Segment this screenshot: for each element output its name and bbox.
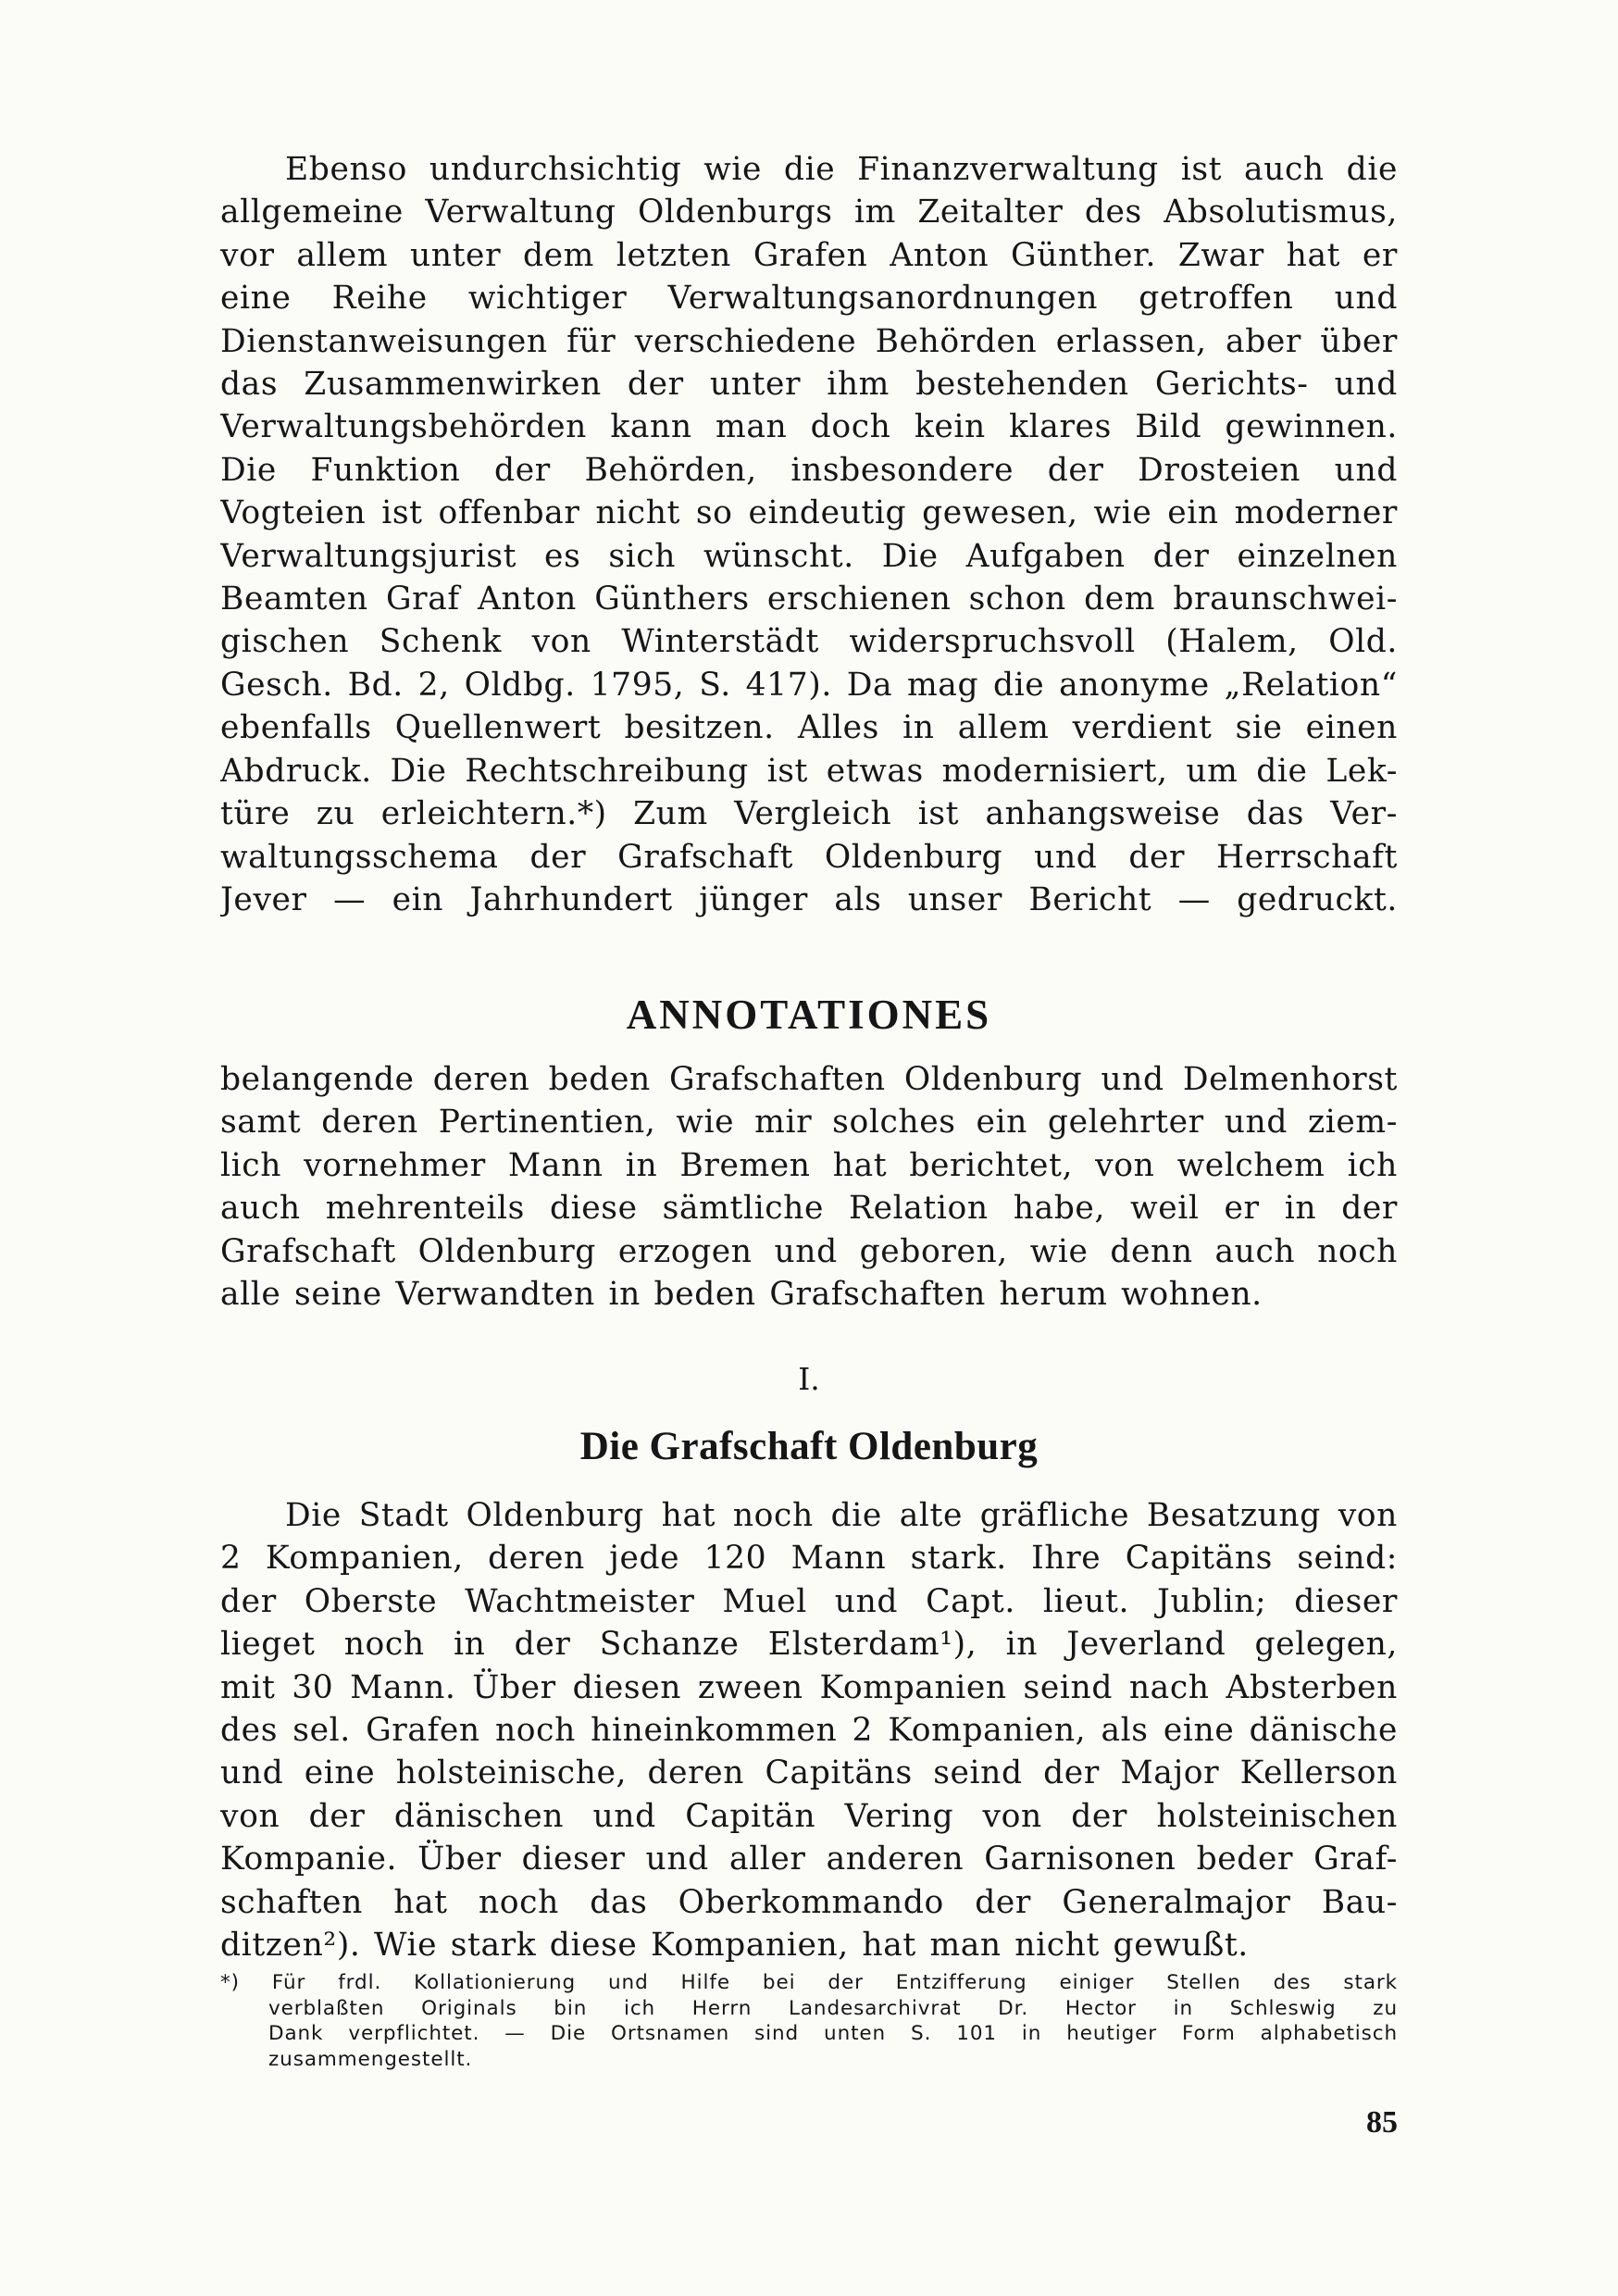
page-number: 85 xyxy=(1366,2105,1398,2140)
text-line: des sel. Grafen noch hineinkommen 2 Kompanien, als eine dänische xyxy=(220,1712,1398,1750)
text-line: von der dänischen und Capitän Vering von der holsteinischen xyxy=(220,1797,1398,1835)
text-line: der Oberste Wachtmeister Muel und Capt. lieut. Jublin; dieser xyxy=(220,1582,1398,1620)
annotationes-paragraph xyxy=(220,1058,1398,1316)
section-heading: Die Grafschaft Oldenburg xyxy=(579,1425,1039,1468)
text-line: lich vornehmer Mann in Bremen hat berichtet, von welchem ich xyxy=(220,1146,1398,1184)
text-line: Die Funktion der Behörden, insbesondere der Drosteien und xyxy=(220,451,1398,489)
text-line: lieget noch in der Schanze Elsterdam¹), in Jeverland gelegen, xyxy=(220,1626,1398,1664)
text-line: das Zusammenwirken der unter ihm bestehenden Gerichts- und xyxy=(220,366,1398,404)
intro-paragraph xyxy=(220,148,1398,921)
text-line: belangende deren beden Grafschaften Oldenburg und Delmenhorst xyxy=(220,1061,1398,1098)
text-line: Verwaltungsjurist es sich wünscht. Die Aufgaben der einzelnen xyxy=(220,537,1398,575)
text-line: schaften hat noch das Oberkommando der Generalmajor Bau- xyxy=(220,1883,1398,1921)
footnote-line: zusammengestellt. xyxy=(268,2047,473,2071)
text-line: Grafschaft Oldenburg erzogen und geboren, wie denn auch noch xyxy=(220,1232,1398,1270)
text-line: Gesch. Bd. 2, Oldbg. 1795, S. 417). Da mag die anonyme „Relation“ xyxy=(220,666,1398,704)
footnote-line: *) Für frdl. Kollationierung und Hilfe bei der Entzifferung einiger Stellen des stark xyxy=(220,1971,1398,1994)
text-line: auch mehrenteils diese sämtliche Relation habe, weil er in der xyxy=(220,1190,1398,1228)
section-number: I. xyxy=(798,1361,820,1397)
text-line: Beamten Graf Anton Günthers erschienen schon dem braunschwei- xyxy=(220,580,1398,618)
text-line: Ebenso undurchsichtig wie die Finanzverwaltung ist auch die xyxy=(285,151,1398,188)
text-line: samt deren Pertinentien, wie mir solches ein gelehrter und ziem- xyxy=(220,1104,1398,1142)
text-line: und eine holsteinische, deren Capitäns seind der Major Kellerson xyxy=(220,1754,1398,1792)
text-line: türe zu erleichtern.*) Zum Vergleich ist anhangsweise das Ver- xyxy=(220,795,1398,833)
text-line: Jever — ein Jahrhundert jünger als unser Bericht — gedruckt. xyxy=(220,880,1398,918)
text-line: Vogteien ist offenbar nicht so eindeutig gewesen, wie ein moderner xyxy=(220,494,1398,532)
text-line: alle seine Verwandten in beden Grafschaften herum wohnen. xyxy=(220,1276,1263,1314)
text-line: Dienstanweisungen für verschiedene Behörden erlassen, aber über xyxy=(220,322,1398,360)
annotationes-heading: ANNOTATIONES xyxy=(626,992,992,1038)
footnote xyxy=(220,1970,1398,2072)
footnote-line: Dank verpflichtet. — Die Ortsnamen sind unten S. 101 in heutiger Form alphabetisch xyxy=(268,2022,1398,2045)
text-line: mit 30 Mann. Über diesen zween Kompanien seind nach Absterben xyxy=(220,1668,1398,1706)
text-line: eine Reihe wichtiger Verwaltungsanordnungen getroffen und xyxy=(220,280,1398,318)
text-line: Verwaltungsbehörden kann man doch kein klares Bild gewinnen. xyxy=(220,408,1398,446)
text-line: waltungsschema der Grafschaft Oldenburg und der Herrschaft xyxy=(220,838,1398,876)
text-line: Kompanie. Über dieser und aller anderen Garnisonen beder Graf- xyxy=(220,1841,1398,1878)
text-line: Die Stadt Oldenburg hat noch die alte gräfliche Besatzung von xyxy=(285,1497,1398,1534)
grafschaft-paragraph xyxy=(220,1494,1398,1966)
text-line: allgemeine Verwaltung Oldenburgs im Zeitalter des Absolutismus, xyxy=(220,193,1398,231)
footnote-line: verblaßten Originals bin ich Herrn Landesarchivrat Dr. Hector in Schleswig zu xyxy=(268,1996,1398,2020)
text-line: vor allem unter dem letzten Grafen Anton Günther. Zwar hat er xyxy=(220,236,1398,274)
text-line: Abdruck. Die Rechtschreibung ist etwas modernisiert, um die Lek- xyxy=(220,752,1398,790)
text-line: ebenfalls Quellenwert besitzen. Alles in allem verdient sie einen xyxy=(220,709,1398,747)
text-line: ditzen²). Wie stark diese Kompanien, hat man nicht gewußt. xyxy=(220,1927,1249,1965)
text-line: 2 Kompanien, deren jede 120 Mann stark. Ihre Capitäns seind: xyxy=(220,1540,1398,1578)
text-line: gischen Schenk von Winterstädt widerspruchsvoll (Halem, Old. xyxy=(220,623,1398,661)
